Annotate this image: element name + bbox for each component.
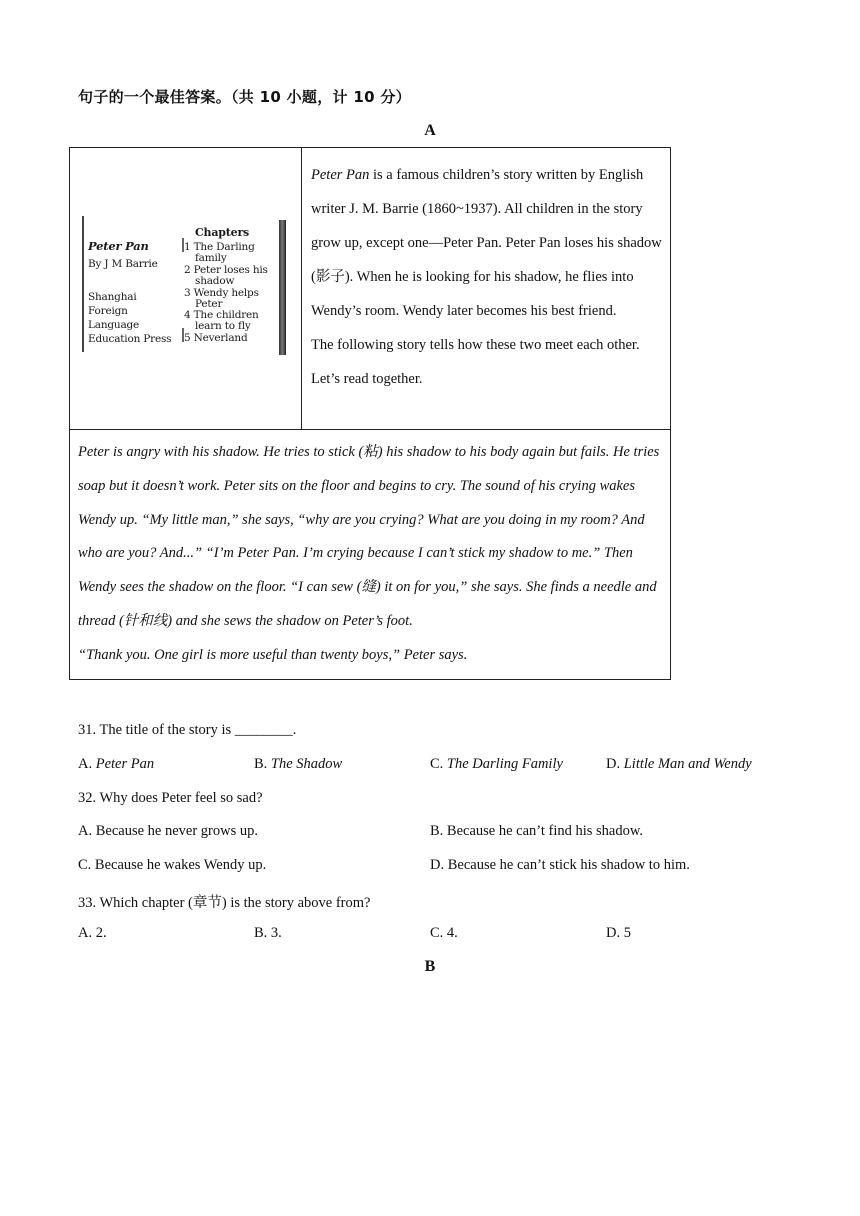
publisher-line: Language (88, 319, 140, 331)
intro-paragraph (311, 158, 662, 328)
publisher-line: Shanghai (88, 291, 137, 303)
book-author: By J M Barrie (88, 258, 158, 270)
chapters-heading: Chapters (195, 226, 250, 239)
question-32-stem: 32. Why does Peter feel so sad? (78, 790, 263, 806)
publisher-line: Foreign (88, 305, 128, 317)
chapter-item: 5 Neverland (184, 332, 248, 344)
option-33-a: A. 2. (78, 925, 107, 941)
chapter-item: 4 The children (184, 309, 259, 321)
question-31-stem: 31. The title of the story is ________. (78, 722, 297, 738)
chapter-item: learn to fly (195, 320, 251, 332)
option-32-b: B. Because he can’t find his shadow. (430, 823, 644, 839)
section-heading-b: B (424, 958, 436, 975)
option-31-a: A. Peter Pan (78, 756, 155, 772)
passage-table (69, 147, 671, 680)
section-instruction: 句子的一个最佳答案。（共 10 小题，计 10 分） (78, 88, 411, 106)
chapter-item: 3 Wendy helps (184, 287, 259, 299)
story-paragraph-2: “Thank you. One girl is more useful than twenty boys,” Peter says. (78, 646, 468, 663)
intro-text-cell (302, 148, 671, 430)
intro-paragraph-2: The following story tells how these two meet each other. Let’s read together. (311, 337, 640, 387)
option-33-d: D. 5 (606, 925, 631, 941)
chapter-item: family (195, 252, 227, 264)
chapter-item: Peter (195, 298, 223, 310)
option-31-b: B. The Shadow (254, 756, 343, 772)
chapter-item: shadow (195, 275, 235, 287)
publisher-line: Education Press (88, 333, 172, 345)
option-31-c: C. The Darling Family (430, 756, 563, 772)
question-33-stem: 33. Which chapter (章节) is the story above from? (78, 895, 371, 911)
option-32-c: C. Because he wakes Wendy up. (78, 857, 267, 873)
intro-text: is a famous children’s story written by English writer J. M. Barrie (1860~1937). All children in the story grow up, except one—Peter Pan. Peter Pan loses his shadow (影子). When he is looking for his shadow, he flies into Wendy’s room. Wendy later becomes his best friend. (311, 167, 662, 319)
chapter-item: 1 The Darling (184, 241, 255, 253)
section-heading-a: A (424, 122, 436, 139)
book-cover (82, 210, 292, 360)
option-32-a: A. Because he never grows up. (78, 823, 258, 839)
intro-book-title: Peter Pan (311, 167, 370, 183)
book-cover-image (70, 148, 302, 430)
option-33-b: B. 3. (254, 925, 282, 941)
option-32-d: D. Because he can’t stick his shadow to him. (430, 857, 690, 873)
chapter-item: 2 Peter loses his (184, 264, 268, 276)
option-33-c: C. 4. (430, 925, 458, 941)
book-title: Peter Pan (88, 239, 149, 253)
story-text-cell (70, 430, 671, 680)
option-31-d: D. Little Man and Wendy (606, 756, 752, 772)
story-paragraph: Peter is angry with his shadow. He tries to stick (粘) his shadow to his body again but fails. He tries soap but it doesn’t work. Peter sits on the floor and begins to cry. The sound of his crying wakes Wendy up. “My little man,” she says, “why are you crying? What are you doing in my room? And who are you? And...” “I’m Peter Pan. I’m crying because I can’t stick my shadow to me.” Then Wendy sees the shadow on the floor. “I can sew (缝) it on for you,” she says. She finds a needle and thread (针和线) and she sews the shadow on Peter’s foot. (78, 444, 660, 629)
